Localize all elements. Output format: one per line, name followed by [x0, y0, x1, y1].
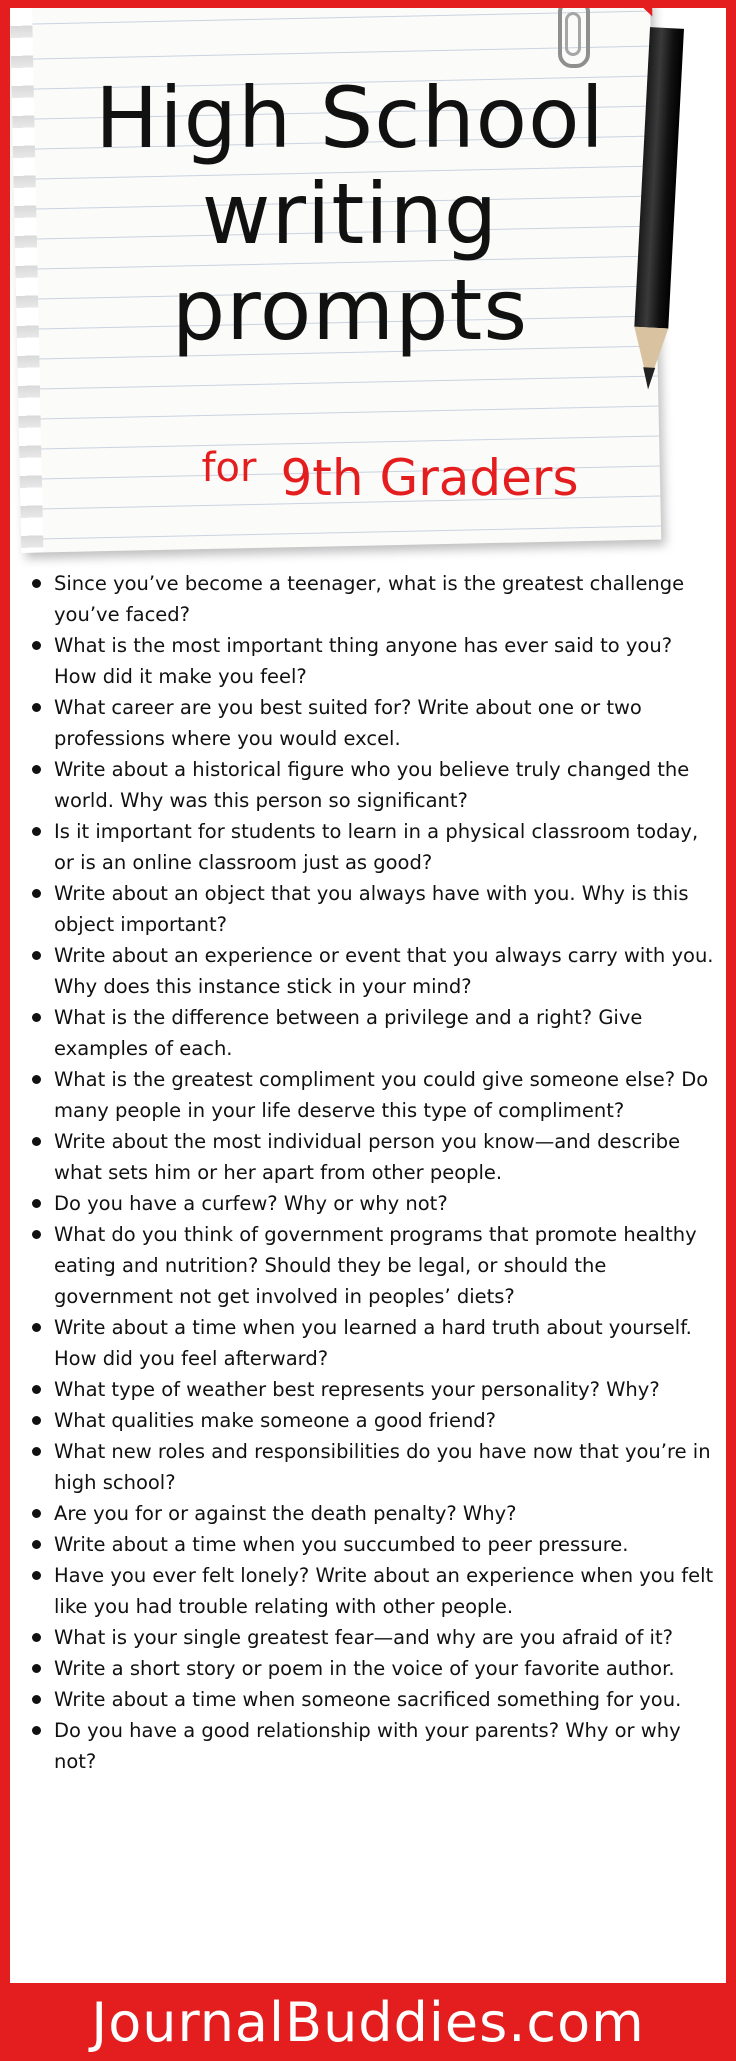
list-item: What qualities make someone a good friend?: [30, 1405, 720, 1436]
list-item: Write about a historical figure who you believe truly changed the world. Why was this person so significant?: [30, 754, 720, 816]
torn-paper-edge: [10, 8, 43, 553]
list-item: Write about a time when you learned a hard truth about yourself. How did you feel afterward?: [30, 1312, 720, 1374]
title-line-2: writing: [201, 165, 499, 263]
paperclip-icon: [558, 8, 590, 68]
subtitle-for: for: [201, 445, 257, 491]
list-item: What is the difference between a privilege and a right? Give examples of each.: [30, 1002, 720, 1064]
content-panel: [10, 8, 726, 1983]
footer-brand: JournalBuddies.com: [91, 1991, 645, 2054]
prompt-list: [30, 568, 720, 1777]
list-item: What is your single greatest fear—and why are you afraid of it?: [30, 1622, 720, 1653]
page-subtitle: [110, 445, 670, 512]
page-title: [70, 70, 630, 358]
list-item: Since you’ve become a teenager, what is the greatest challenge you’ve faced?: [30, 568, 720, 630]
paper-corner: [630, 8, 652, 17]
list-item: What do you think of government programs that promote healthy eating and nutrition? Should they be legal, or should the government not get involved in peoples’ diets?: [30, 1219, 720, 1312]
list-item: Do you have a good relationship with your parents? Why or why not?: [30, 1715, 720, 1777]
list-item: Write about the most individual person you know—and describe what sets him or her apart from other people.: [30, 1126, 720, 1188]
list-item: Write a short story or poem in the voice of your favorite author.: [30, 1653, 720, 1684]
list-item: Write about a time when you succumbed to peer pressure.: [30, 1529, 720, 1560]
list-item: Is it important for students to learn in a physical classroom today, or is an online classroom just as good?: [30, 816, 720, 878]
list-item: Are you for or against the death penalty? Why?: [30, 1498, 720, 1529]
list-item: Write about an object that you always have with you. Why is this object important?: [30, 878, 720, 940]
list-item: What is the most important thing anyone has ever said to you? How did it make you feel?: [30, 630, 720, 692]
list-item: Have you ever felt lonely? Write about an experience when you felt like you had trouble relating with other people.: [30, 1560, 720, 1622]
title-line-1: High School: [95, 69, 605, 167]
list-item: What is the greatest compliment you could give someone else? Do many people in your life deserve this type of compliment?: [30, 1064, 720, 1126]
title-line-3: prompts: [171, 261, 529, 359]
subtitle-grade: 9th Graders: [280, 449, 579, 507]
list-item: Write about a time when someone sacrificed something for you.: [30, 1684, 720, 1715]
list-item: Write about an experience or event that you always carry with you. Why does this instance stick in your mind?: [30, 940, 720, 1002]
list-item: Do you have a curfew? Why or why not?: [30, 1188, 720, 1219]
list-item: What new roles and responsibilities do you have now that you’re in high school?: [30, 1436, 720, 1498]
list-item: What type of weather best represents your personality? Why?: [30, 1374, 720, 1405]
pencil-lead: [642, 367, 655, 390]
list-item: What career are you best suited for? Write about one or two professions where you would excel.: [30, 692, 720, 754]
